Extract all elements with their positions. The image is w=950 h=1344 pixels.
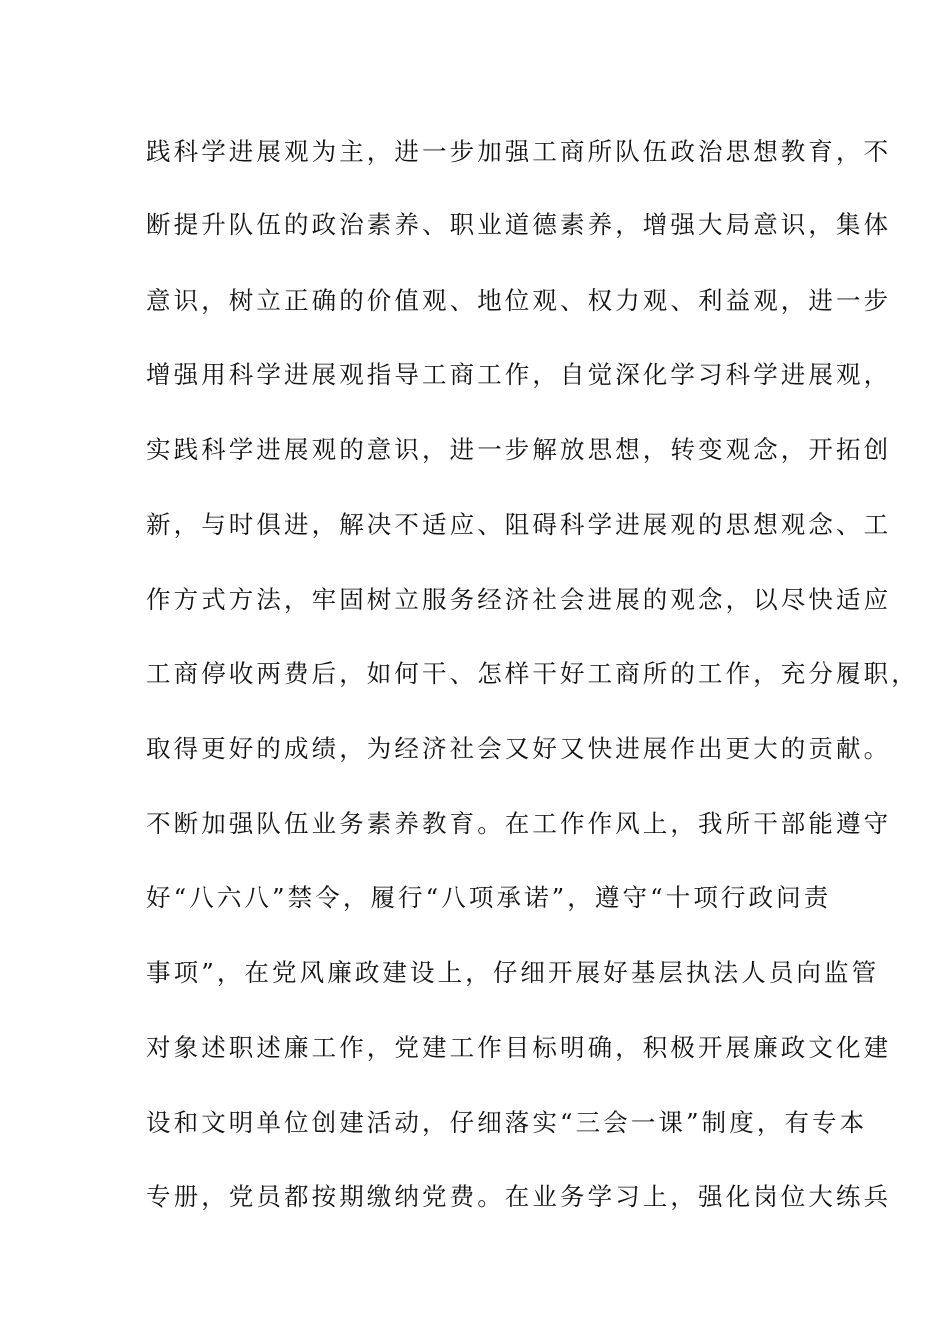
- text-line: 不断加强队伍业务素养教育。在工作作风上，我所干部能遵守: [146, 809, 892, 838]
- text-line: 意识，树立正确的价值观、地位观、权力观、利益观，进一步: [146, 286, 892, 315]
- text-line: 取得更好的成绩，为经济社会又好又快进展作出更大的贡献。: [146, 734, 892, 763]
- text-line: 践科学进展观为主，进一步加强工商所队伍政治思想教育，不: [146, 137, 892, 166]
- text-line: 好“八六八”禁令，履行“八项承诺”，遵守“十项行政问责: [146, 883, 832, 912]
- text-line: 对象述职述廉工作，党建工作目标明确，积极开展廉政文化建: [146, 1033, 892, 1062]
- text-line: 专册，党员都按期缴纳党费。在业务学习上，强化岗位大练兵: [146, 1182, 892, 1211]
- text-line: 事项”，在党风廉政建设上，仔细开展好基层执法人员向监管: [146, 958, 880, 987]
- text-line: 作方式方法，牢固树立服务经济社会进展的观念，以尽快适应: [146, 585, 892, 614]
- text-line: 断提升队伍的政治素养、职业道德素养，增强大局意识，集体: [146, 210, 892, 239]
- text-line: 增强用科学进展观指导工商工作，自觉深化学习科学进展观，: [146, 360, 892, 389]
- text-line: 新，与时俱进，解决不适应、阻碍科学进展观的思想观念、工: [146, 510, 892, 539]
- text-line: 工商停收两费后，如何干、怎样干好工商所的工作，充分履职，: [146, 659, 919, 688]
- text-line: 实践科学进展观的意识，进一步解放思想，转变观念，开拓创: [146, 435, 892, 464]
- text-line: 设和文明单位创建活动，仔细落实“三会一课”制度，有专本: [146, 1108, 868, 1137]
